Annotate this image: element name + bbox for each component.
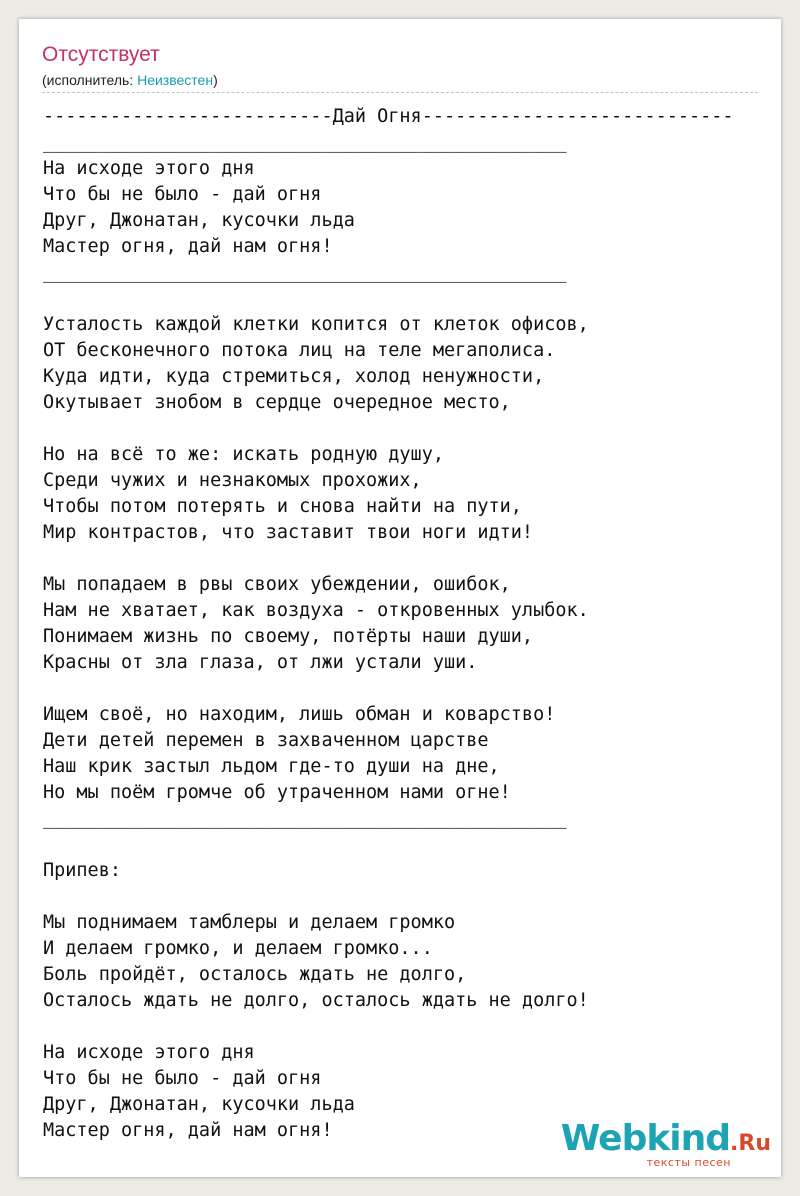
logo-main: Webkind bbox=[560, 1118, 731, 1159]
artist-link[interactable]: Неизвестен bbox=[137, 72, 214, 88]
artist-prefix: (исполнитель: bbox=[42, 72, 138, 88]
logo-suffix: .Ru bbox=[730, 1131, 771, 1156]
logo-subtitle: тексты песен bbox=[646, 1156, 731, 1169]
song-title: Отсутствует bbox=[42, 43, 160, 66]
lyrics-text: --------------------------Дай Огня---------------------------- _______________________________________________ На исходе этого дня Что бы не было - дай огня Друг, Джонатан, кусочки льда Мастер огня, дай нам огня! _______________________________________________ Усталость каждой клетки копится от клеток офисов, ОТ бесконечного потока лиц на теле мегаполиса. Куда идти, куда стремиться, холод ненужности, Окутывает знобом в сердце очередное место, Но на всё то же: искать родную душу, Среди чужих и незнакомых прохожих, Чтобы потом потерять и снова найти на пути, Мир контрастов, что заставит твои ноги идти! Мы попадаем в рвы своих убеждении, ошибок, Нам не хватает, как воздуха - откровенных улыбок. Понимаем жизнь по своему, потёрты наши души, Красны от зла глаза, от лжи устали уши. Ищем своё, но находим, лишь обман и коварство! Дети детей перемен в захваченном царстве Наш крик застыл льдом где-то души на дне, Но мы поём громче об утраченном нами огне! _______________________________________________ Припев: Мы поднимаем тамблеры и делаем громко И делаем громко, и делаем громко... Боль пройдёт, осталось ждать не долго, Осталось ждать не долго, осталось ждать не долго! На исходе этого дня Что бы не было - дай огня Друг, Джонатан, кусочки льда Мастер огня, дай нам огня! bbox=[43, 106, 734, 1141]
artist-suffix: ) bbox=[213, 72, 218, 88]
header-divider bbox=[42, 92, 758, 93]
artist-line bbox=[42, 70, 758, 90]
song-header bbox=[42, 41, 758, 90]
site-logo[interactable] bbox=[560, 1118, 771, 1169]
lyrics-card bbox=[19, 19, 781, 1177]
